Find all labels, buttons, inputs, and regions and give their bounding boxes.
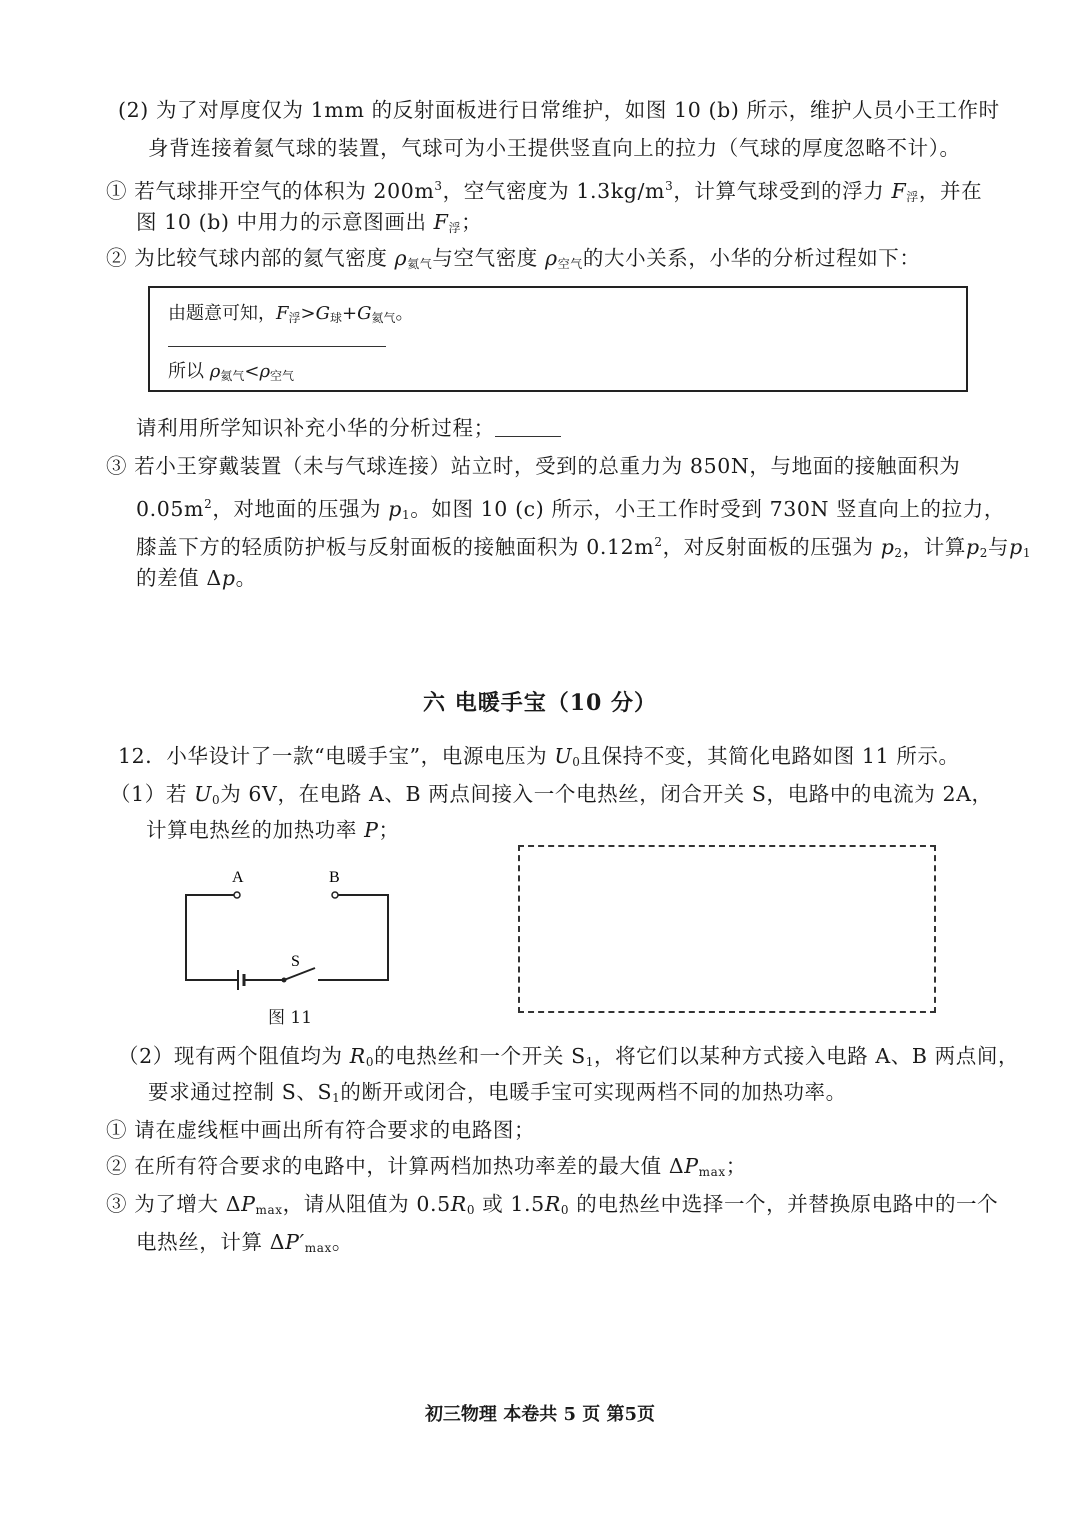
q11-sub3-line2: $0.05m^2$，对地面的压强为 $p_1$。如图 10 (c) 所示，小王工作时受到 730N 竖直向上的拉力， [136, 497, 1005, 522]
q12-part2-line2: 要求通过控制 S、$S_1$的断开或闭合，电暖手宝可实现两档不同的加热功率。 [148, 1080, 847, 1105]
q12-item3-line2: 电热丝，计算 $\Delta P'_{max}$。 [136, 1230, 353, 1255]
q11-prompt: 请利用所学知识补充小华的分析过程； [136, 414, 561, 442]
q12-intro: 12．小华设计了一款“电暖手宝”，电源电压为 $U_0$且保持不变，其简化电路如图 11 所示。 [118, 744, 960, 769]
q12-part1-line1: （1）若 $U_0$为 6V，在电路 A、B 两点间接入一个电热丝，闭合开关 S，电路中的电流为 2A， [110, 782, 993, 807]
q12-part2-line1: （2）现有两个阻值均为 $R_0$的电热丝和一个开关 $S_1$，将它们以某种方式接入电路 A、B 两点间， [118, 1044, 1020, 1069]
q11-sub3-line4: 的差值 Δp。 [136, 566, 257, 590]
wire-right [318, 895, 388, 980]
q11-part2-line2: 身背连接着氦气球的装置，气球可为小王提供竖直向上的拉力（气球的厚度忽略不计）。 [148, 136, 961, 160]
q11-sub1-line1: ① 若气球排开空气的体积为 $200m^3$，空气密度为 $1.3kg/m^3$，计算气球受到的浮力 $F_浮$，并在 [106, 179, 983, 204]
q11-sub1-line2: 图 10 (b) 中用力的示意图画出 $F_浮$； [136, 210, 483, 235]
circuit-diagram [170, 860, 410, 1000]
analysis-line1: 由题意可知，$F_浮>G_球+G_{氦气}$。 [168, 303, 414, 325]
analysis-box [148, 286, 968, 392]
q11-sub2-line: ② 为比较气球内部的氦气密度 $\rho_{氦气}$与空气密度 $\rho_{空气}$的大小关系，小华的分析过程如下： [106, 246, 921, 271]
q11-sub3-line1: ③ 若小王穿戴装置（未与气球连接）站立时，受到的总重力为 850N，与地面的接触面积为 [106, 454, 961, 478]
analysis-blank-line[interactable] [168, 346, 386, 347]
q12-item3-line1: ③ 为了增大 $\Delta P_{max}$，请从阻值为 $0.5R_0$ 或 $1.5R_0$ 的电热丝中选择一个，并替换原电路中的一个 [106, 1192, 999, 1217]
switch-label: S [291, 953, 300, 970]
wire-left [186, 895, 234, 980]
q12-item1: ① 请在虚线框中画出所有符合要求的电路图； [106, 1118, 536, 1142]
q11-part2-line1: (2) 为了对厚度仅为 1mm 的反射面板进行日常维护，如图 10 (b) 所示，维护人员小王工作时 [118, 98, 1000, 122]
terminal-b [332, 892, 338, 898]
q11-sub3-line3: 膝盖下方的轻质防护板与反射面板的接触面积为 $0.12m^2$，对反射面板的压强为 $p_2$，计算$p_2$与$p_1$ [136, 535, 1032, 560]
section-title: 六 电暖手宝（10 分） [423, 690, 657, 716]
terminal-a [234, 892, 240, 898]
q12-item2: ② 在所有符合要求的电路中，计算两档加热功率差的最大值 $\Delta P_{max}$； [106, 1154, 747, 1179]
node-b-label: B [329, 869, 340, 886]
page-footer: 初三物理 本卷共 5 页 第5页 [424, 1404, 656, 1425]
q12-part1-line2: 计算电热丝的加热功率 P； [146, 818, 400, 842]
answer-blank[interactable] [495, 416, 561, 437]
analysis-line2: 所以 $\rho_{氦气}<\rho_{空气}$ [168, 361, 295, 383]
node-a-label: A [232, 869, 244, 886]
drawing-dashed-box[interactable] [518, 845, 936, 1013]
figure-caption: 图 11 [268, 1008, 313, 1028]
